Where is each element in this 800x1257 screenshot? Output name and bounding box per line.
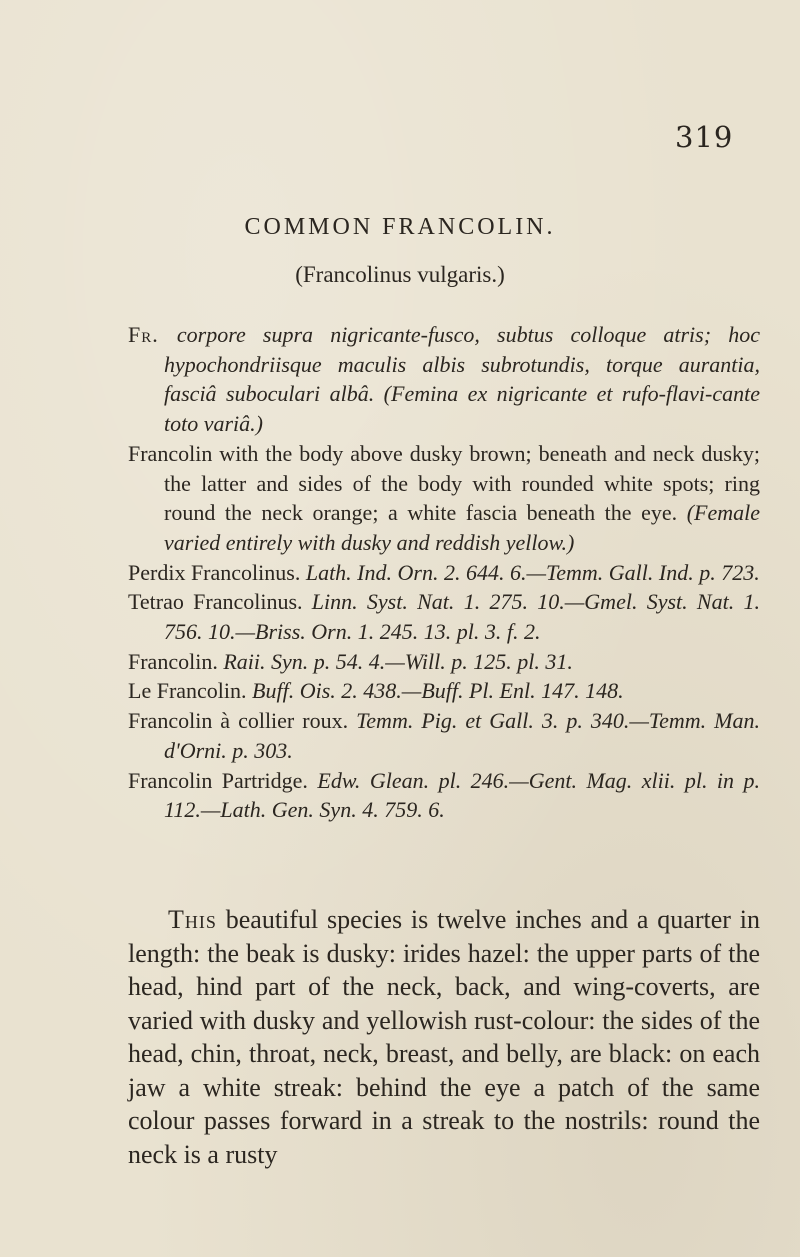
entry-text: Buff. Ois. 2. 438.—Buff. Pl. Enl. 147. 148. <box>252 678 624 704</box>
entry-text: Lath. Ind. Orn. 2. 644. 6.—Temm. Gall. Ind. p. 723. <box>305 559 760 585</box>
synonymy-entry <box>128 706 760 765</box>
entry-text: Linn. Syst. Nat. 1. 275. 10.—Gmel. Syst. Nat. 1. 756. 10.—Briss. Orn. 1. 245. 13. pl. 3. f. 2. <box>164 589 760 645</box>
synonymy-entry <box>128 558 760 588</box>
entry-lead: Fr. <box>128 322 177 347</box>
entry-text: Edw. Glean. pl. 246.—Gent. Mag. xlii. pl. in p. 112.—Lath. Gen. Syn. 4. 759. 6. <box>164 767 760 823</box>
entry-text: corpore supra nigricante-fusco, subtus colloque atris; hoc hypochondriisque maculis albis subrotundis, torque aurantia, fasciâ suboculari albâ. (Femina ex nigricante et rufo-flavi-cante toto variâ.) <box>164 322 760 437</box>
entry-lead: Francolin à collier roux. <box>128 708 357 734</box>
entry-lead: Francolin. <box>128 648 224 674</box>
synonymy-entry <box>128 676 760 706</box>
entry-text: Raii. Syn. p. 54. 4.—Will. p. 125. pl. 31. <box>223 648 573 674</box>
page-number: 319 <box>675 120 734 154</box>
synonymy-entry <box>128 647 760 677</box>
entry-lead: Francolin Partridge. <box>128 767 318 793</box>
entry-text: (Female varied entirely with dusky and reddish yellow.) <box>164 500 760 555</box>
page-title: COMMON FRANCOLIN. <box>244 214 556 240</box>
entry-lead: Perdix Francolinus. <box>128 559 306 585</box>
description-first-word: This <box>168 905 217 934</box>
description-paragraph <box>128 903 760 1171</box>
entry-lead: Francolin with the body above dusky brown; beneath and neck dusky; the latter and sides of the body with rounded white spots; ring round the neck orange; a white fascia beneath the eye. <box>128 440 760 526</box>
scientific-name: (Francolinus vulgaris.) <box>295 262 505 287</box>
synonymy-block <box>128 320 760 825</box>
entry-lead: Le Francolin. <box>128 678 253 704</box>
description-text: beautiful species is twelve inches and a quarter in length: the beak is dusky: irides hazel: the upper parts of the head, hind part of the neck, back, and wing-coverts, are varied with dusky and yellowish rust-colour: the sides of the head, chin, throat, neck, breast, and belly, are black: on each jaw a white streak: behind the eye a patch of the same colour passes forward in a streak to the nostrils: round the neck is a rusty <box>128 905 760 1169</box>
entry-lead: Tetrao Francolinus. <box>128 589 312 615</box>
synonymy-entry <box>128 439 760 558</box>
synonymy-entry <box>128 766 760 825</box>
synonymy-entry <box>128 587 760 646</box>
synonymy-entry <box>128 320 760 439</box>
entry-text: Temm. Pig. et Gall. 3. p. 340.—Temm. Man. d'Orni. p. 303. <box>164 708 760 763</box>
